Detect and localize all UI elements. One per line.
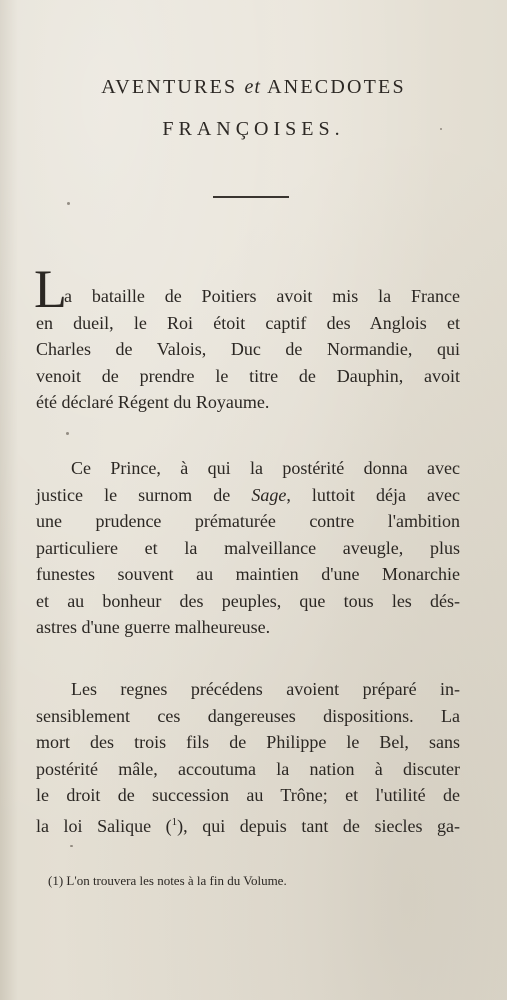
paragraph-2 — [36, 455, 460, 641]
p2-line-3: une prudence prématurée contre l'ambition — [36, 511, 460, 531]
footnote-reference: 1 — [171, 815, 178, 828]
heading-word-et: et — [244, 76, 261, 98]
heading-word-anecdotes: ANECDOTES — [267, 76, 406, 98]
p2-line-2-a: justice le surnom de — [36, 484, 231, 505]
paper-speck — [440, 128, 442, 130]
p2-line-7: astres d'une guerre malheureuse. — [36, 617, 271, 637]
paper-speck — [70, 845, 73, 847]
p1-line-4: venoit de prendre le titre de Dauphin, avoit — [36, 365, 460, 386]
paper-speck — [66, 432, 69, 435]
paragraph-1 — [36, 283, 460, 416]
p3-line-6-b: ), qui depuis tant de siecles ga- — [177, 815, 460, 836]
p1-line-1: a bataille de Poitiers avoit mis la France — [64, 286, 460, 306]
drop-cap: L — [34, 259, 67, 319]
p1-line-2: en dueil, le Roi étoit captif des Anglois et — [36, 312, 460, 333]
heading-line-2: FRANÇOISES. — [162, 118, 345, 140]
p3-line-3: mort des trois fils de Philippe le Bel, sans — [36, 732, 460, 752]
p2-line-2-b: , luttoit déja avec — [286, 484, 461, 505]
paragraph-3 — [36, 676, 460, 839]
p3-line-4: postérité mâle, accoutuma la nation à discuter — [36, 758, 460, 779]
p1-line-3: Charles de Valois, Duc de Normandie, qui — [36, 339, 460, 359]
p3-line-5: le droit de succession au Trône; et l'utilité de — [36, 785, 460, 805]
p1-line-5: été déclaré Régent du Royaume. — [36, 392, 270, 412]
p3-line-2: sensiblement ces dangereuses dispositions. La — [36, 705, 460, 726]
p3-line-1: Les regnes précédens avoient préparé in- — [71, 679, 460, 699]
divider-rule — [213, 196, 289, 198]
p2-word-sage: Sage — [251, 484, 287, 505]
p2-line-1: Ce Prince, à qui la postérité donna avec — [71, 458, 460, 478]
paper-speck — [67, 202, 70, 205]
p2-line-6: et au bonheur des peuples, que tous les dés- — [36, 590, 460, 611]
heading-line-1 — [0, 76, 507, 99]
p2-line-2 — [36, 482, 460, 509]
p2-line-4: particuliere et la malveillance aveugle, plus — [36, 537, 460, 558]
p3-line-6-a: la loi Salique ( — [36, 815, 172, 836]
p2-line-5: funestes souvent au maintien d'une Monarchie — [36, 564, 460, 584]
p3-line-6 — [36, 809, 460, 840]
heading-word-aventures: AVENTURES — [101, 76, 238, 98]
footnote: (1) L'on trouvera les notes à la fin du Volume. — [48, 873, 287, 888]
